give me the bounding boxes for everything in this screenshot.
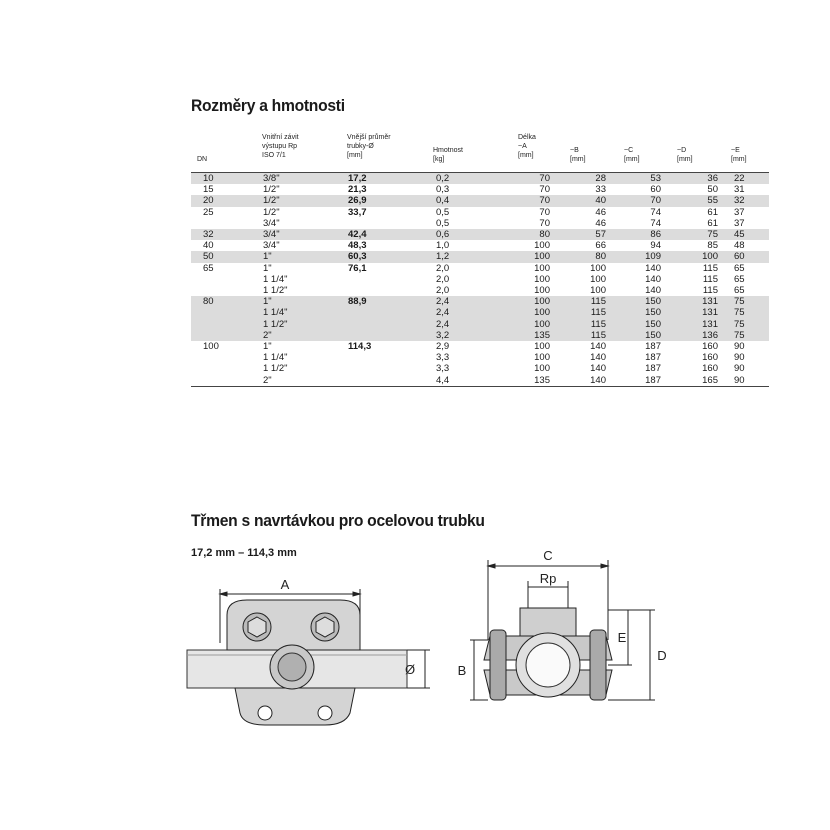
cell-kg: 2,4 xyxy=(436,319,506,330)
cell-b: 140 xyxy=(590,374,606,386)
cell-a: 100 xyxy=(534,341,550,353)
cell-e: 45 xyxy=(720,229,769,240)
cell-rp: 2" xyxy=(263,374,272,386)
cell-rp: 1 1/2" xyxy=(263,319,348,330)
cell-rp: 1 1/4" xyxy=(263,307,348,318)
cell-c: 140 xyxy=(645,273,661,285)
table-row xyxy=(191,274,769,285)
header-od: Vnější průměr trubky-Ø [mm] xyxy=(347,134,391,159)
cell-dn: 40 xyxy=(203,240,214,252)
cell-od: 26,9 xyxy=(348,195,436,206)
cell-d: 61 xyxy=(707,206,718,218)
cell-rp: 1" xyxy=(263,251,348,262)
cell-dn xyxy=(191,218,263,229)
cell-e: 37 xyxy=(734,206,745,218)
label-diameter: Ø xyxy=(404,662,416,677)
cell-dn: 25 xyxy=(203,206,214,218)
cell-rp: 1 1/2" xyxy=(263,285,288,297)
cell-rp: 1" xyxy=(263,341,272,353)
pipe-section-inner xyxy=(526,643,570,687)
cell-d: 131 xyxy=(663,319,720,330)
header-dn: DN xyxy=(197,156,208,163)
cell-kg: 3,3 xyxy=(436,363,450,375)
cell-e: 90 xyxy=(734,341,745,353)
cell-d: 50 xyxy=(707,184,718,196)
cell-d: 131 xyxy=(663,296,720,307)
cell-a: 100 xyxy=(534,262,550,274)
bolt-side-right xyxy=(590,630,606,700)
cell-dn xyxy=(191,274,263,285)
cell-d: 75 xyxy=(663,229,720,240)
label-b: B xyxy=(457,663,467,678)
section-title-clamp: Třmen s navrtávkou pro ocelovou trubku xyxy=(191,511,485,530)
cell-b: 40 xyxy=(556,195,611,206)
cell-od xyxy=(348,330,436,341)
cell-c: 74 xyxy=(650,217,661,229)
cell-e: 31 xyxy=(734,184,745,196)
cell-rp: 2" xyxy=(263,330,348,341)
header-c: ~C [mm] xyxy=(624,147,640,163)
table-row xyxy=(191,263,769,274)
cell-e: 75 xyxy=(720,319,769,330)
header-length: Délka ~A [mm] xyxy=(518,134,536,159)
cell-rp: 3/8" xyxy=(263,173,348,185)
cell-c: 53 xyxy=(611,173,663,185)
cell-rp: 1" xyxy=(263,296,348,307)
cell-dn xyxy=(191,330,263,341)
cell-kg: 4,4 xyxy=(436,374,450,386)
cell-b: 33 xyxy=(595,184,606,196)
cell-d: 85 xyxy=(707,240,718,252)
cell-c: 150 xyxy=(611,307,663,318)
cell-rp: 3/4" xyxy=(263,229,348,240)
cell-d: 136 xyxy=(663,330,720,341)
header-rp: Vnitřní závit výstupu Rp ISO 7/1 xyxy=(262,134,299,159)
cell-od xyxy=(348,352,436,363)
table-row xyxy=(191,184,769,195)
cell-kg: 2,0 xyxy=(436,273,450,285)
cell-dn xyxy=(191,307,263,318)
bolt-hole-bottom-right xyxy=(318,706,332,720)
cell-b: 100 xyxy=(590,273,606,285)
cell-d: 115 xyxy=(702,273,718,285)
cell-od: 42,4 xyxy=(348,229,436,240)
clamp-lower-body xyxy=(235,688,355,725)
cell-b: 115 xyxy=(556,330,611,341)
cell-e: 37 xyxy=(734,217,745,229)
cell-b: 66 xyxy=(595,240,606,252)
dim-a-arrow-left xyxy=(220,592,227,596)
cell-b: 115 xyxy=(556,307,611,318)
label-rp: Rp xyxy=(539,571,557,586)
cell-d: 36 xyxy=(663,173,720,185)
cell-a: 100 xyxy=(534,285,550,297)
cell-a: 100 xyxy=(534,352,550,364)
dim-c-arrow-left xyxy=(488,564,495,568)
table-row xyxy=(191,251,769,262)
table-row xyxy=(191,195,769,206)
cell-a: 100 xyxy=(506,296,556,307)
cell-od: 48,3 xyxy=(348,240,367,252)
cell-dn xyxy=(191,319,263,330)
cell-b: 100 xyxy=(590,285,606,297)
cell-e: 75 xyxy=(720,296,769,307)
cell-c: 150 xyxy=(611,296,663,307)
cell-rp: 1" xyxy=(263,262,272,274)
cell-a: 70 xyxy=(539,217,550,229)
cell-b: 115 xyxy=(556,319,611,330)
table-row xyxy=(191,173,769,185)
cell-od: 17,2 xyxy=(348,173,436,185)
cell-od xyxy=(348,363,436,374)
cell-od: 88,9 xyxy=(348,296,436,307)
cell-c: 60 xyxy=(650,184,661,196)
label-e: E xyxy=(617,630,627,645)
cell-rp: 1 1/4" xyxy=(263,352,288,364)
cell-a: 70 xyxy=(506,195,556,206)
table-row xyxy=(191,296,769,307)
cell-e: 90 xyxy=(734,374,745,386)
cell-c: 187 xyxy=(645,374,661,386)
cell-kg: 2,9 xyxy=(436,341,450,353)
cell-a: 100 xyxy=(534,273,550,285)
cell-rp: 1/2" xyxy=(263,184,280,196)
cell-b: 140 xyxy=(590,341,606,353)
cell-c: 150 xyxy=(611,330,663,341)
cell-dn: 32 xyxy=(191,229,263,240)
cell-kg: 0,4 xyxy=(436,195,506,206)
bolt-hole-bottom-left xyxy=(258,706,272,720)
label-d: D xyxy=(657,648,667,663)
cell-rp: 1 1/2" xyxy=(263,363,288,375)
cell-e: 65 xyxy=(734,273,745,285)
cell-od: 21,3 xyxy=(348,184,367,196)
cell-d: 61 xyxy=(707,217,718,229)
cell-b: 46 xyxy=(595,217,606,229)
cell-c: 187 xyxy=(645,363,661,375)
outlet-inner xyxy=(278,653,306,681)
cell-c: 74 xyxy=(650,206,661,218)
cell-od xyxy=(348,274,436,285)
cell-b: 100 xyxy=(590,262,606,274)
cell-dn: 15 xyxy=(203,184,214,196)
cell-c: 150 xyxy=(611,319,663,330)
cell-a: 100 xyxy=(534,240,550,252)
cell-c: 86 xyxy=(611,229,663,240)
header-kg: Hmotnost [kg] xyxy=(433,147,463,163)
cell-od xyxy=(348,319,436,330)
cell-e: 48 xyxy=(734,240,745,252)
table-row xyxy=(191,207,769,218)
dimensions-table xyxy=(191,172,769,387)
cell-c: 140 xyxy=(645,262,661,274)
cell-c: 187 xyxy=(645,352,661,364)
cell-c: 140 xyxy=(645,285,661,297)
section-title-dimensions: Rozměry a hmotnosti xyxy=(191,96,345,115)
cell-d: 131 xyxy=(663,307,720,318)
cell-dn xyxy=(191,363,263,374)
cell-d: 165 xyxy=(702,374,718,386)
cell-a: 80 xyxy=(506,229,556,240)
cell-b: 46 xyxy=(595,206,606,218)
cell-od: 114,3 xyxy=(348,341,372,353)
table-row xyxy=(191,330,769,341)
label-c: C xyxy=(543,548,553,563)
table-row xyxy=(191,341,769,352)
cell-c: 109 xyxy=(611,251,663,262)
cell-rp: 1 1/4" xyxy=(263,273,288,285)
cell-e: 75 xyxy=(720,307,769,318)
clamp-top-view-drawing xyxy=(185,575,445,750)
table-row xyxy=(191,229,769,240)
cell-d: 160 xyxy=(702,341,718,353)
cell-od xyxy=(348,218,436,229)
table-row xyxy=(191,352,769,363)
cell-d: 115 xyxy=(702,262,718,274)
cell-b: 140 xyxy=(590,352,606,364)
cell-dn: 50 xyxy=(191,251,263,262)
cell-kg: 0,6 xyxy=(436,229,506,240)
bolt-nut-top-left xyxy=(248,617,266,637)
cell-a: 70 xyxy=(539,184,550,196)
cell-e: 65 xyxy=(734,262,745,274)
table-row xyxy=(191,218,769,229)
cell-rp: 3/4" xyxy=(263,240,280,252)
table-row xyxy=(191,363,769,374)
table-row xyxy=(191,319,769,330)
cell-a: 70 xyxy=(506,173,556,185)
table-row xyxy=(191,285,769,296)
cell-od xyxy=(348,285,436,296)
cell-a: 135 xyxy=(534,374,550,386)
cell-d: 160 xyxy=(702,363,718,375)
cell-d: 160 xyxy=(702,352,718,364)
cell-kg: 3,3 xyxy=(436,352,450,364)
cell-e: 60 xyxy=(720,251,769,262)
cell-od: 60,3 xyxy=(348,251,436,262)
cell-e: 22 xyxy=(720,173,769,185)
label-a: A xyxy=(280,577,290,592)
bolt-side-left xyxy=(490,630,506,700)
table-row xyxy=(191,307,769,318)
cell-e: 90 xyxy=(734,363,745,375)
cell-od: 33,7 xyxy=(348,206,367,218)
header-b: ~B [mm] xyxy=(570,147,586,163)
cell-rp: 3/4" xyxy=(263,217,280,229)
cell-c: 94 xyxy=(650,240,661,252)
cell-e: 65 xyxy=(734,285,745,297)
cell-e: 32 xyxy=(720,195,769,206)
cell-kg: 2,4 xyxy=(436,307,506,318)
cell-rp: 1/2" xyxy=(263,206,280,218)
cell-b: 28 xyxy=(556,173,611,185)
bolt-nut-top-right xyxy=(316,617,334,637)
cell-d: 55 xyxy=(663,195,720,206)
cell-od xyxy=(348,307,436,318)
cell-kg: 0,2 xyxy=(436,173,506,185)
header-e: ~E [mm] xyxy=(731,147,747,163)
cell-kg: 0,5 xyxy=(436,217,450,229)
cell-dn xyxy=(191,375,263,387)
table-row xyxy=(191,375,769,387)
cell-c: 70 xyxy=(611,195,663,206)
cell-kg: 0,3 xyxy=(436,184,450,196)
cell-a: 100 xyxy=(506,319,556,330)
cell-e: 75 xyxy=(720,330,769,341)
cell-kg: 3,2 xyxy=(436,330,506,341)
cell-kg: 2,0 xyxy=(436,285,450,297)
cell-kg: 2,0 xyxy=(436,262,450,274)
cell-od xyxy=(348,375,436,387)
cell-b: 80 xyxy=(556,251,611,262)
cell-kg: 2,4 xyxy=(436,296,506,307)
cell-dn: 100 xyxy=(203,341,219,353)
cell-kg: 1,2 xyxy=(436,251,506,262)
cell-a: 100 xyxy=(534,363,550,375)
cell-rp: 1/2" xyxy=(263,195,348,206)
cell-dn: 20 xyxy=(191,195,263,206)
clamp-side-view-drawing xyxy=(440,540,680,720)
cell-dn: 10 xyxy=(191,173,263,185)
cell-e: 90 xyxy=(734,352,745,364)
cell-a: 100 xyxy=(506,307,556,318)
table-row xyxy=(191,240,769,251)
cell-a: 100 xyxy=(506,251,556,262)
dim-a-arrow-right xyxy=(353,592,360,596)
cell-d: 100 xyxy=(663,251,720,262)
cell-b: 140 xyxy=(590,363,606,375)
cell-d: 115 xyxy=(702,285,718,297)
size-range: 17,2 mm – 114,3 mm xyxy=(191,547,297,559)
cell-b: 115 xyxy=(556,296,611,307)
cell-dn: 65 xyxy=(203,262,214,274)
dim-c-arrow-right xyxy=(601,564,608,568)
cell-kg: 1,0 xyxy=(436,240,450,252)
cell-od: 76,1 xyxy=(348,262,367,274)
cell-a: 135 xyxy=(506,330,556,341)
cell-a: 70 xyxy=(539,206,550,218)
header-d: ~D [mm] xyxy=(677,147,693,163)
cell-b: 57 xyxy=(556,229,611,240)
cell-c: 187 xyxy=(645,341,661,353)
cell-dn xyxy=(191,285,263,296)
cell-dn: 80 xyxy=(191,296,263,307)
cell-kg: 0,5 xyxy=(436,206,450,218)
cell-dn xyxy=(191,352,263,363)
